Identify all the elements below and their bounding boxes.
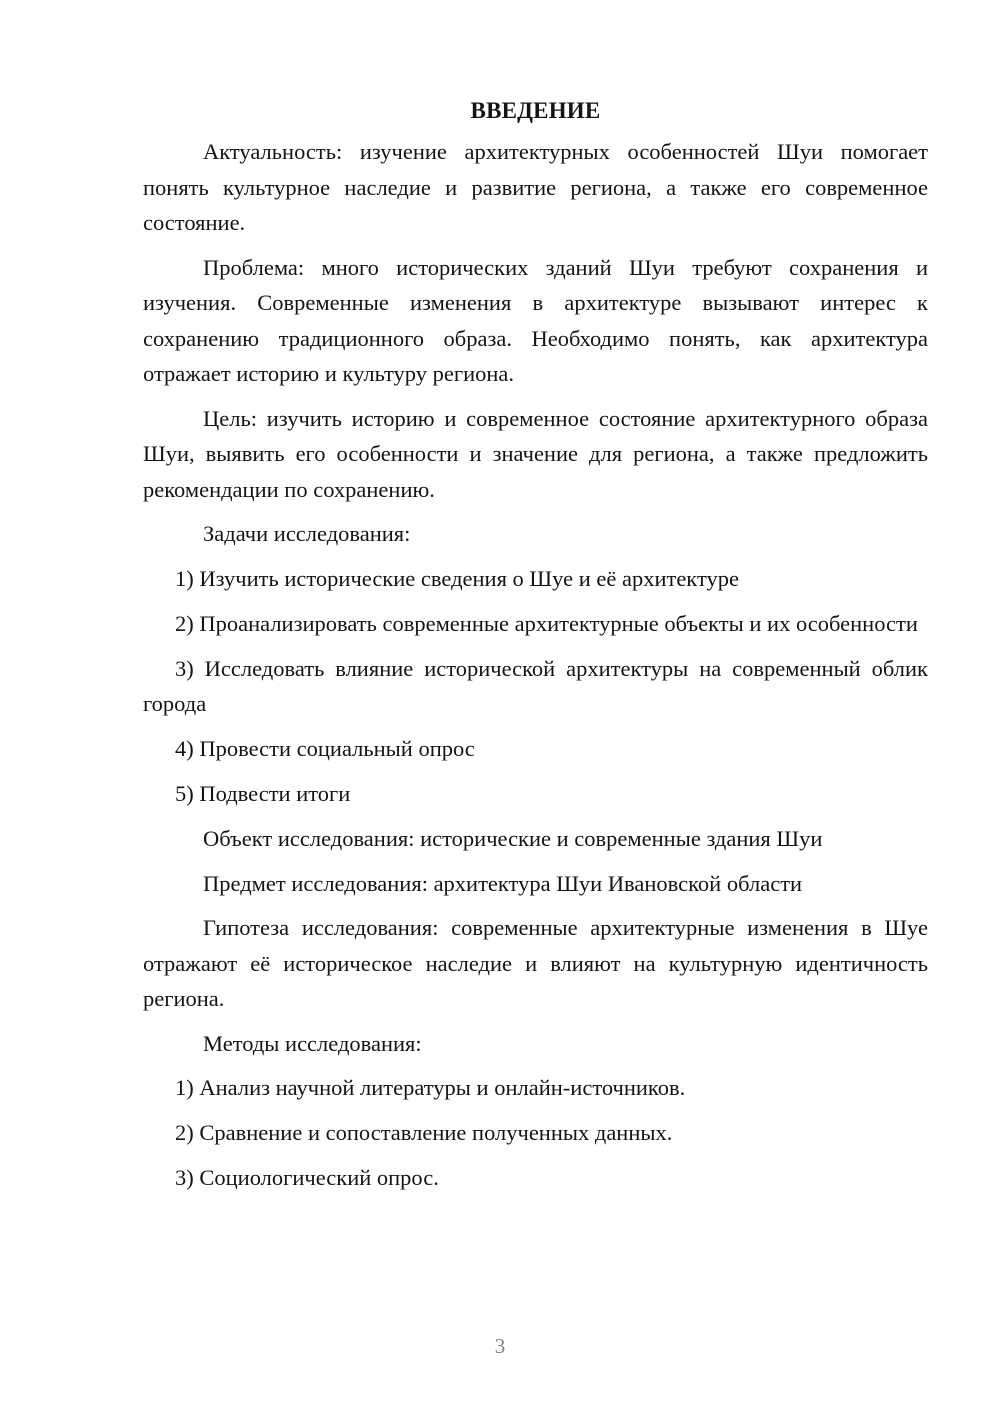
document-page xyxy=(143,97,928,1205)
task-item-5: 5) Подвести итоги xyxy=(175,781,351,806)
section-heading: ВВЕДЕНИЕ xyxy=(470,98,601,123)
subject-paragraph: Предмет исследования: архитектура Шуи Ивановской области xyxy=(203,870,803,896)
page-number: 3 xyxy=(494,1334,506,1358)
problem-paragraph: Проблема: много исторических зданий Шуи требуют сохранения и изучения. Современные изменения в архитектуре вызывают интерес к сохранению традиционного образа. Необходимо понять, как архитектура отражает историю и культуру региона. xyxy=(143,254,928,386)
methods-label: Методы исследования: xyxy=(203,1030,422,1056)
goal-paragraph: Цель: изучить историю и современное состояние архитектурного образа Шуи, выявить его особенности и значение для региона, а также предложить рекомендации по сохранению. xyxy=(143,405,928,502)
method-item-3: 3) Социологический опрос. xyxy=(175,1165,439,1190)
relevance-paragraph: Актуальность: изучение архитектурных особенностей Шуи помогает понять культурное наследие и развитие региона, а также его современное состояние. xyxy=(143,139,928,235)
method-item-2: 2) Сравнение и сопоставление полученных данных. xyxy=(175,1120,673,1145)
task-item-3: 3) Исследовать влияние исторической архитектуры на современный облик города xyxy=(143,655,928,716)
task-item-2: 2) Проанализировать современные архитектурные объекты и их особенности xyxy=(175,610,918,636)
tasks-label: Задачи исследования: xyxy=(203,521,411,546)
hypothesis-paragraph: Гипотеза исследования: современные архитектурные изменения в Шуе отражают её историческое наследие и влияют на культурную идентичность региона. xyxy=(143,915,928,1011)
method-item-1: 1) Анализ научной литературы и онлайн-источников. xyxy=(175,1075,686,1100)
task-item-1: 1) Изучить исторические сведения о Шуе и её архитектуре xyxy=(175,565,739,591)
object-paragraph: Объект исследования: исторические и современные здания Шуи xyxy=(203,826,823,851)
task-item-4: 4) Провести социальный опрос xyxy=(175,736,475,761)
